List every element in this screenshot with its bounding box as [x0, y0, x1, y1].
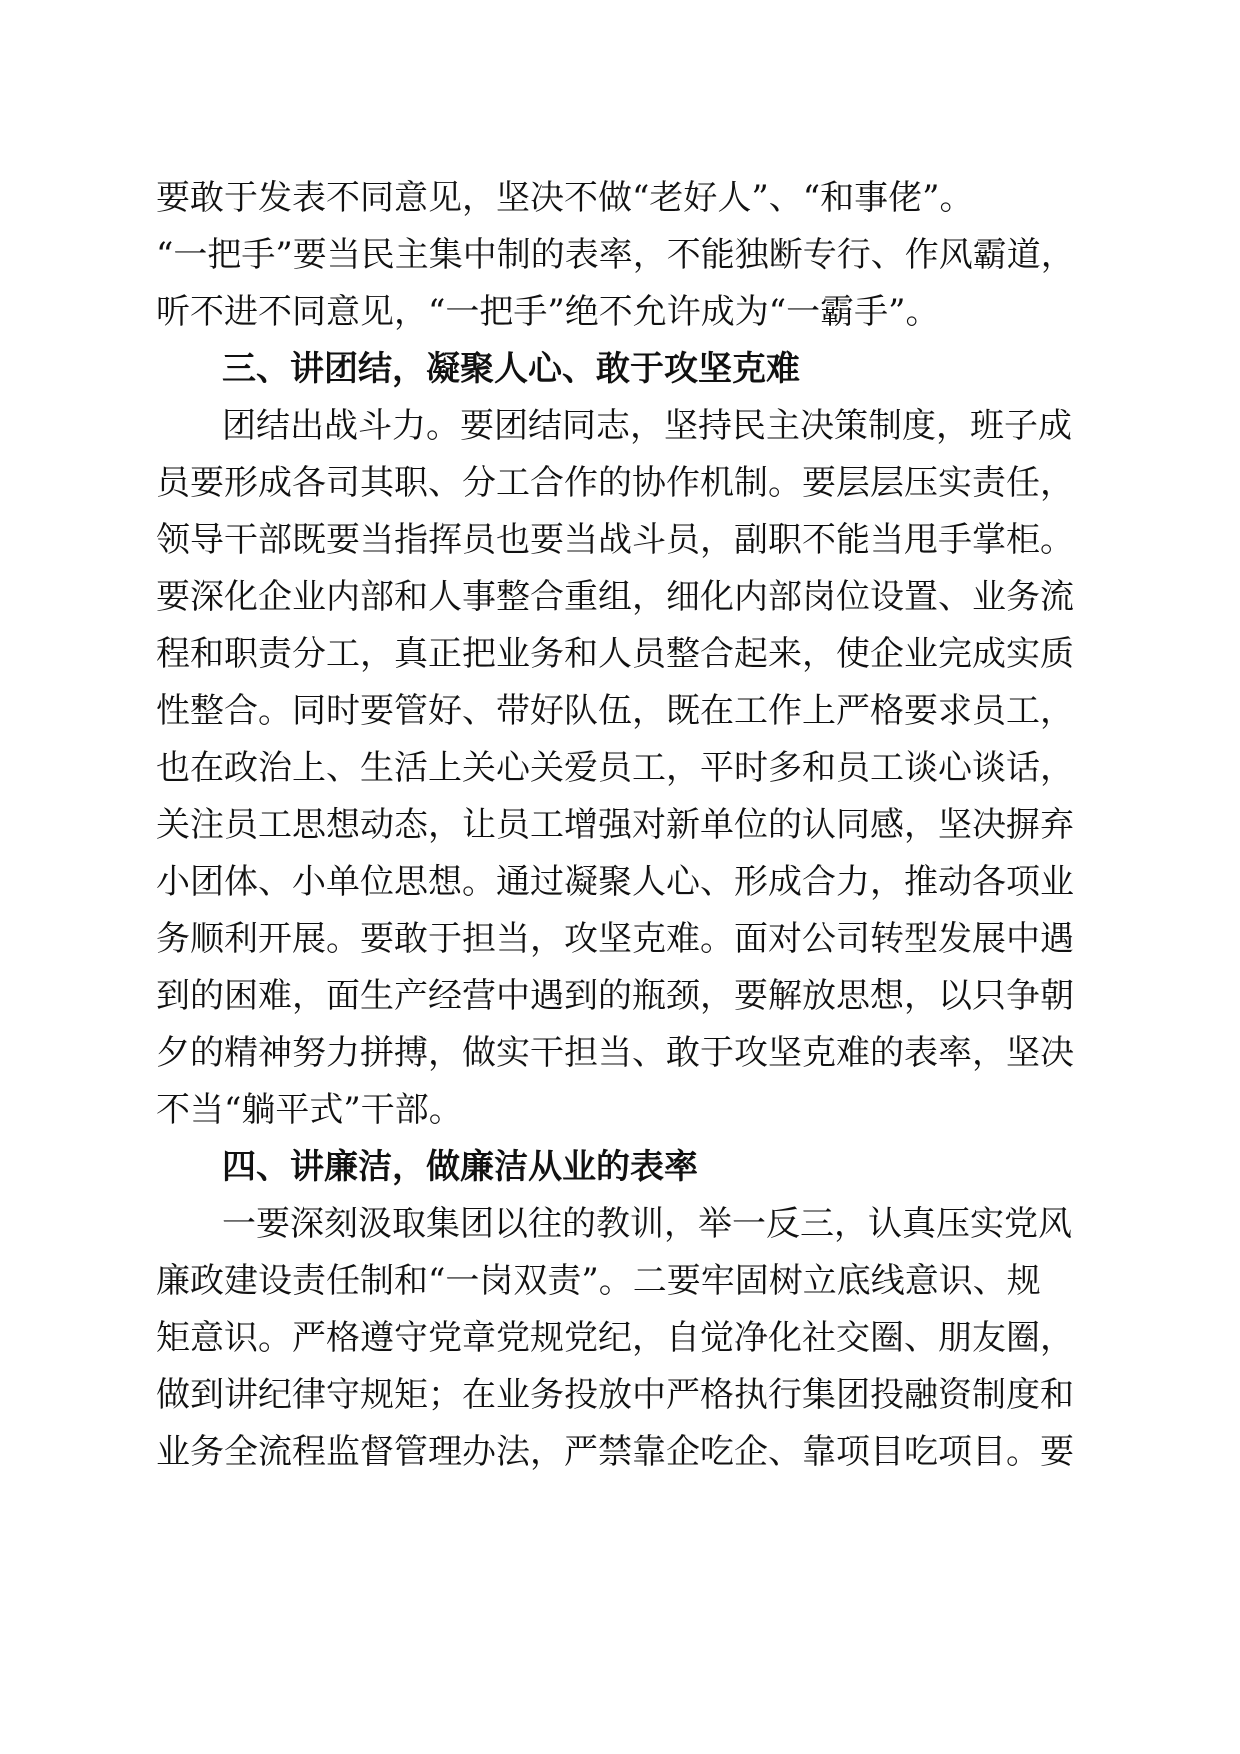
body-line: 夕的精神努力拼搏，做实干担当、敢于攻坚克难的表率，坚决 — [156, 1033, 1074, 1073]
section-heading-4: 四、讲廉洁，做廉洁从业的表率 — [222, 1147, 698, 1187]
body-line: 要敢于发表不同意见，坚决不做“老好人”、“和事佬”。 — [156, 178, 974, 218]
body-line: 到的困难，面生产经营中遇到的瓶颈，要解放思想，以只争朝 — [156, 976, 1074, 1016]
body-line: 业务全流程监督管理办法，严禁靠企吃企、靠项目吃项目。要 — [156, 1432, 1074, 1472]
body-line: 领导干部既要当指挥员也要当战斗员，副职不能当甩手掌柜。 — [156, 520, 1074, 560]
body-line: 廉政建设责任制和“一岗双责”。二要牢固树立底线意识、规 — [156, 1261, 1041, 1301]
body-line: 不当“躺平式”干部。 — [156, 1090, 463, 1130]
body-line: 矩意识。严格遵守党章党规党纪，自觉净化社交圈、朋友圈， — [156, 1318, 1074, 1358]
body-line: 务顺利开展。要敢于担当，攻坚克难。面对公司转型发展中遇 — [156, 919, 1074, 959]
body-line: 也在政治上、生活上关心关爱员工，平时多和员工谈心谈话， — [156, 748, 1074, 788]
body-line: 听不进不同意见，“一把手”绝不允许成为“一霸手”。 — [156, 292, 940, 332]
body-line: 程和职责分工，真正把业务和人员整合起来，使企业完成实质 — [156, 634, 1074, 674]
paragraph-first-line: 一要深刻汲取集团以往的教训，举一反三，认真压实党风 — [222, 1204, 1072, 1244]
body-line: 要深化企业内部和人事整合重组，细化内部岗位设置、业务流 — [156, 577, 1074, 617]
body-line: 性整合。同时要管好、带好队伍，既在工作上严格要求员工， — [156, 691, 1074, 731]
body-line: 小团体、小单位思想。通过凝聚人心、形成合力，推动各项业 — [156, 862, 1074, 902]
body-line: “一把手”要当民主集中制的表率，不能独断专行、作风霸道， — [156, 235, 1075, 275]
paragraph-first-line: 团结出战斗力。要团结同志，坚持民主决策制度，班子成 — [222, 406, 1072, 446]
body-line: 关注员工思想动态，让员工增强对新单位的认同感，坚决摒弃 — [156, 805, 1074, 845]
body-line: 员要形成各司其职、分工合作的协作机制。要层层压实责任， — [156, 463, 1074, 503]
body-line: 做到讲纪律守规矩；在业务投放中严格执行集团投融资制度和 — [156, 1375, 1074, 1415]
section-heading-3: 三、讲团结，凝聚人心、敢于攻坚克难 — [222, 349, 800, 389]
